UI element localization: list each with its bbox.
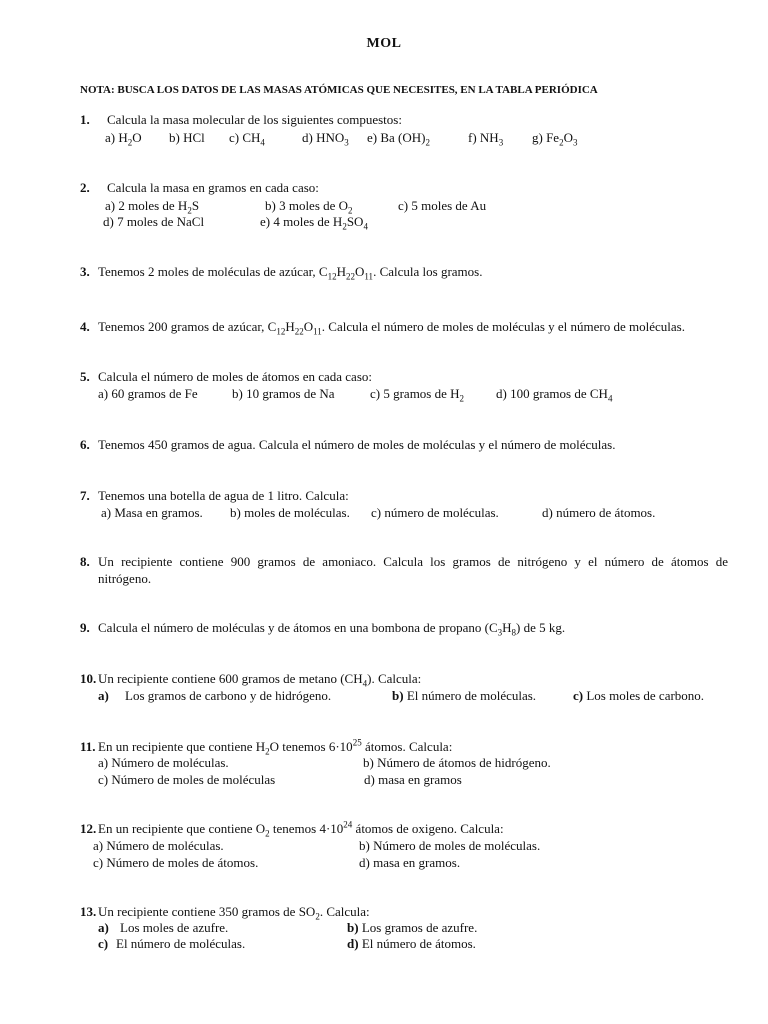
option-c: c) $CH_4$ xyxy=(229,130,265,148)
question-number: 11. xyxy=(80,739,96,754)
option-c: c) xyxy=(98,936,109,951)
question-number: 3. xyxy=(80,264,90,279)
option-a: a) Número de moléculas. xyxy=(93,838,224,853)
option-c: c) 5 gramos de $H_2$ xyxy=(370,386,465,404)
option-c: c) Número de moles de átomos. xyxy=(93,855,259,870)
option-a-text: Los moles de azufre. xyxy=(120,920,229,935)
option-e: e) 4 moles de $H_2SO_4$ xyxy=(260,214,368,232)
question-number: 12. xyxy=(80,821,97,836)
option-a: a) Masa en gramos. xyxy=(101,505,203,520)
question-number: 9. xyxy=(80,620,90,635)
question-number: 6. xyxy=(80,437,90,452)
question-number: 8. xyxy=(80,554,90,569)
question-number: 7. xyxy=(80,488,90,503)
option-a: a) xyxy=(98,688,109,703)
question-number: 4. xyxy=(80,319,90,334)
question-number: 13. xyxy=(80,904,97,919)
option-b: b) Número de átomos de hidrógeno. xyxy=(363,755,551,770)
option-d: d) El número de átomos. xyxy=(347,936,476,951)
option-c: c) Número de moles de moléculas xyxy=(98,772,276,787)
option-d: d) 7 moles de NaCl xyxy=(103,214,205,229)
question-number: 10. xyxy=(80,671,97,686)
question-text: En un recipiente que contiene $O_2$ tenemos $4\cdot 10^{24}$ átomos de oxigeno. Calcula: xyxy=(98,819,504,839)
note: NOTA: BUSCA LOS DATOS DE LAS MASAS ATÓMICAS QUE NECESITES, EN LA TABLA PERIÓDICA xyxy=(80,84,598,96)
question-number: 1. xyxy=(80,112,90,127)
option-f: f) $NH_3$ xyxy=(468,130,504,148)
option-b: b) moles de moléculas. xyxy=(230,505,350,520)
question-text: Tenemos 200 gramos de azúcar, $C_{12}H_{22}O_{11}$. Calcula el número de moles de moléculas y el número de moléculas. xyxy=(98,319,685,337)
option-e: e) Ba $(OH)_2$ xyxy=(367,130,430,148)
option-a: a) 2 moles de $H_2S$ xyxy=(105,198,200,216)
question-text: Tenemos una botella de agua de 1 litro. Calcula: xyxy=(98,488,349,503)
option-d: d) masa en gramos xyxy=(364,772,462,787)
option-b: b) 3 moles de $O_2$ xyxy=(265,198,353,216)
option-d: d) 100 gramos de $CH_4$ xyxy=(496,386,613,404)
page-title: MOL xyxy=(366,36,402,51)
question-text: Calcula el número de moles de átomos en cada caso: xyxy=(98,369,372,384)
question-text-continued: nitrógeno. xyxy=(98,571,152,586)
question-text: Calcula el número de moléculas y de átomos en una bombona de propano $(C_3H_8)$ de 5 kg. xyxy=(98,620,566,638)
question-number: 5. xyxy=(80,369,90,384)
option-b: b) HCl xyxy=(169,130,205,145)
option-a-text: Los gramos de carbono y de hidrógeno. xyxy=(125,688,332,703)
question-number: 2. xyxy=(80,180,90,195)
question-text: En un recipiente que contiene $H_2O$ tenemos $6\cdot 10^{25}$ átomos. Calcula: xyxy=(98,737,453,757)
question-text: Calcula la masa en gramos en cada caso: xyxy=(107,180,319,195)
option-d: d) número de átomos. xyxy=(542,505,656,520)
option-c: c) número de moléculas. xyxy=(371,505,499,520)
option-b: b) El número de moléculas. xyxy=(392,688,537,703)
option-d: d) masa en gramos. xyxy=(359,855,461,870)
option-a: a) 60 gramos de Fe xyxy=(98,386,198,401)
question-text: Un recipiente contiene 900 gramos de amoniaco. Calcula los gramos de nitrógeno y el número de átomos de xyxy=(98,554,728,569)
option-d: d) $HNO_3$ xyxy=(302,130,349,148)
question-text: Tenemos 2 moles de moléculas de azúcar, $C_{12}H_{22}O_{11}$. Calcula los gramos. xyxy=(98,264,483,282)
option-b: b) Los gramos de azufre. xyxy=(347,920,478,935)
option-a: a) $H_2O$ xyxy=(105,130,142,148)
question-text: Calcula la masa molecular de los siguientes compuestos: xyxy=(107,112,402,127)
question-text: Un recipiente contiene 600 gramos de metano $(CH_4)$. Calcula: xyxy=(98,671,422,689)
option-b: b) 10 gramos de Na xyxy=(232,386,335,401)
option-a: a) Número de moléculas. xyxy=(98,755,229,770)
question-text: Tenemos 450 gramos de agua. Calcula el número de moles de moléculas y el número de moléculas. xyxy=(98,437,616,452)
option-c: c) Los moles de carbono. xyxy=(573,688,705,703)
option-c: c) 5 moles de Au xyxy=(398,198,487,213)
option-b: b) Número de moles de moléculas. xyxy=(359,838,541,853)
option-c-text: El número de moléculas. xyxy=(116,936,246,951)
option-g: g) $Fe_2O_3$ xyxy=(532,130,578,148)
question-text: Un recipiente contiene 350 gramos de $SO_2$. Calcula: xyxy=(98,904,370,922)
option-a: a) xyxy=(98,920,109,935)
